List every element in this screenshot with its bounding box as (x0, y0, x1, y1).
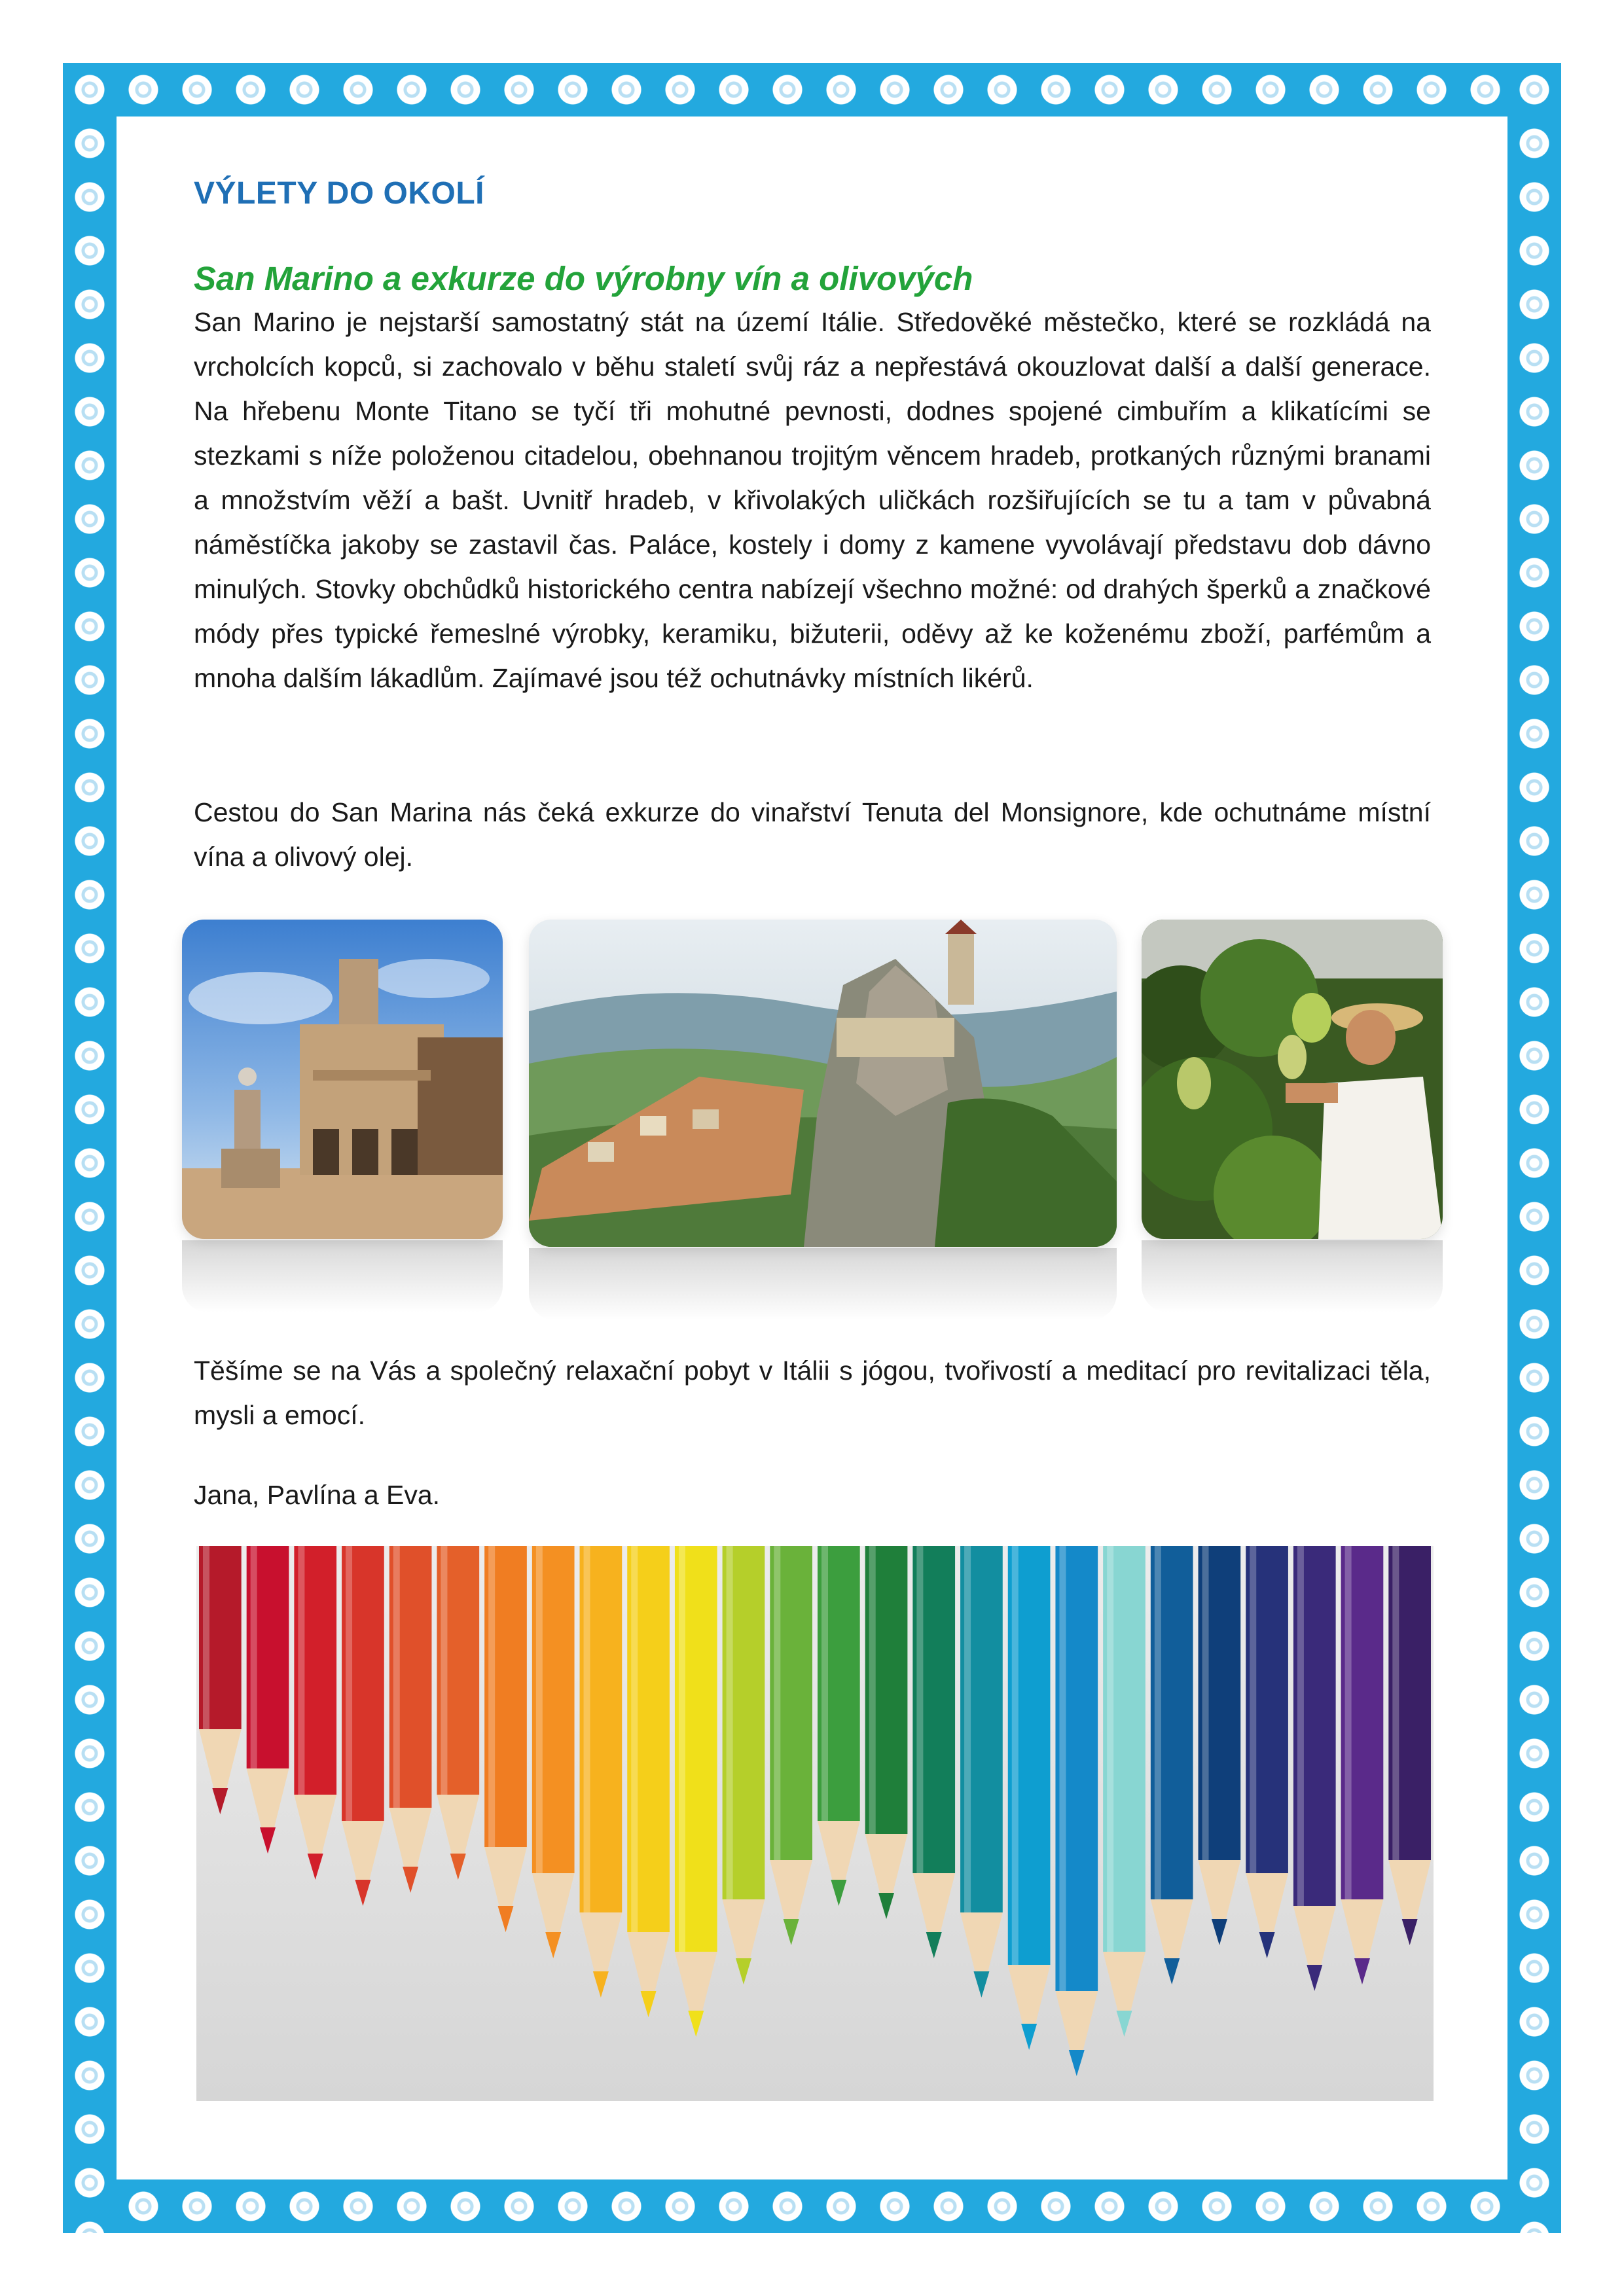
pencil (912, 1546, 955, 1958)
palazzo-pubblico-photo (182, 920, 503, 1239)
pencil (532, 1546, 575, 1958)
pencil (960, 1546, 1003, 1998)
pencil (1246, 1546, 1288, 1958)
colored-pencils-photo (196, 1546, 1434, 2101)
pencil (1103, 1546, 1146, 2037)
pencil (1008, 1546, 1051, 2050)
palazzo-photo-reflection (182, 1240, 503, 1312)
border-top (63, 63, 1561, 117)
section-subtitle: San Marino a exkurze do výrobny vín a olivových (194, 260, 973, 297)
border-bottom (63, 2179, 1561, 2233)
pencil (580, 1546, 623, 1998)
intro-paragraph: San Marino je nejstarší samostatný stát na území Itálie. Středověké městečko, které se rozkládá na vrcholcích kopců, si zachovalo v běhu staletí svůj ráz a nepřestává okouzlovat další a další generace. Na hřebenu Monte Titano se tyčí tři mohutné pevnosti, dodnes spojené cimbuřím a klikatícími se stezkami s níže položenou citadelou, obehnanou trojitým věncem hradeb, protkaných různými branami a množstvím věží a bašt. Uvnitř hradeb, v křivolakých uličkách rozšiřujících se tu a tam v půvabná náměstíčka jakoby se zastavil čas. Paláce, kostely i domy z kamene vyvolávají představu dob dávno minulých. Stovky obchůdků historického centra nabízejí všechno možné: od drahých šperků a značkové módy přes typické řemeslné výrobky, keramiku, bižuterii, oděvy až ke koženému zboží, parfémům a mnoha dalším lákadlům. Zajímavé jsou též ochutnávky místních likérů. (194, 307, 1431, 693)
winery-paragraph: Cestou do San Marina nás čeká exkurze do vinařství Tenuta del Monsignore, kde ochutnáme místní vína a olivový olej. (194, 797, 1431, 872)
page-title: VÝLETY DO OKOLÍ (194, 176, 484, 211)
pencil (675, 1546, 717, 2037)
pencil (1055, 1546, 1098, 2076)
signature: Jana, Pavlína a Eva. (194, 1480, 441, 1510)
pencil (723, 1546, 765, 1984)
pencil (1199, 1546, 1241, 1945)
fortress-photo-reflection (529, 1248, 1117, 1320)
pencil (1341, 1546, 1384, 1984)
pencil (1293, 1546, 1336, 1991)
monte-titano-fortress-photo (529, 920, 1117, 1247)
pencil (1151, 1546, 1193, 1984)
pencil (1388, 1546, 1431, 1945)
pencil (627, 1546, 670, 2017)
pencil (770, 1546, 812, 1945)
vineyard-photo-reflection (1142, 1240, 1443, 1312)
closing-paragraph: Těšíme se na Vás a společný relaxační pobyt v Itálii s jógou, tvořivostí a meditací pro revitalizaci těla, mysli a emocí. (194, 1355, 1431, 1430)
border-left (63, 63, 117, 2233)
vineyard-photo (1142, 920, 1443, 1239)
border-right (1507, 63, 1561, 2233)
